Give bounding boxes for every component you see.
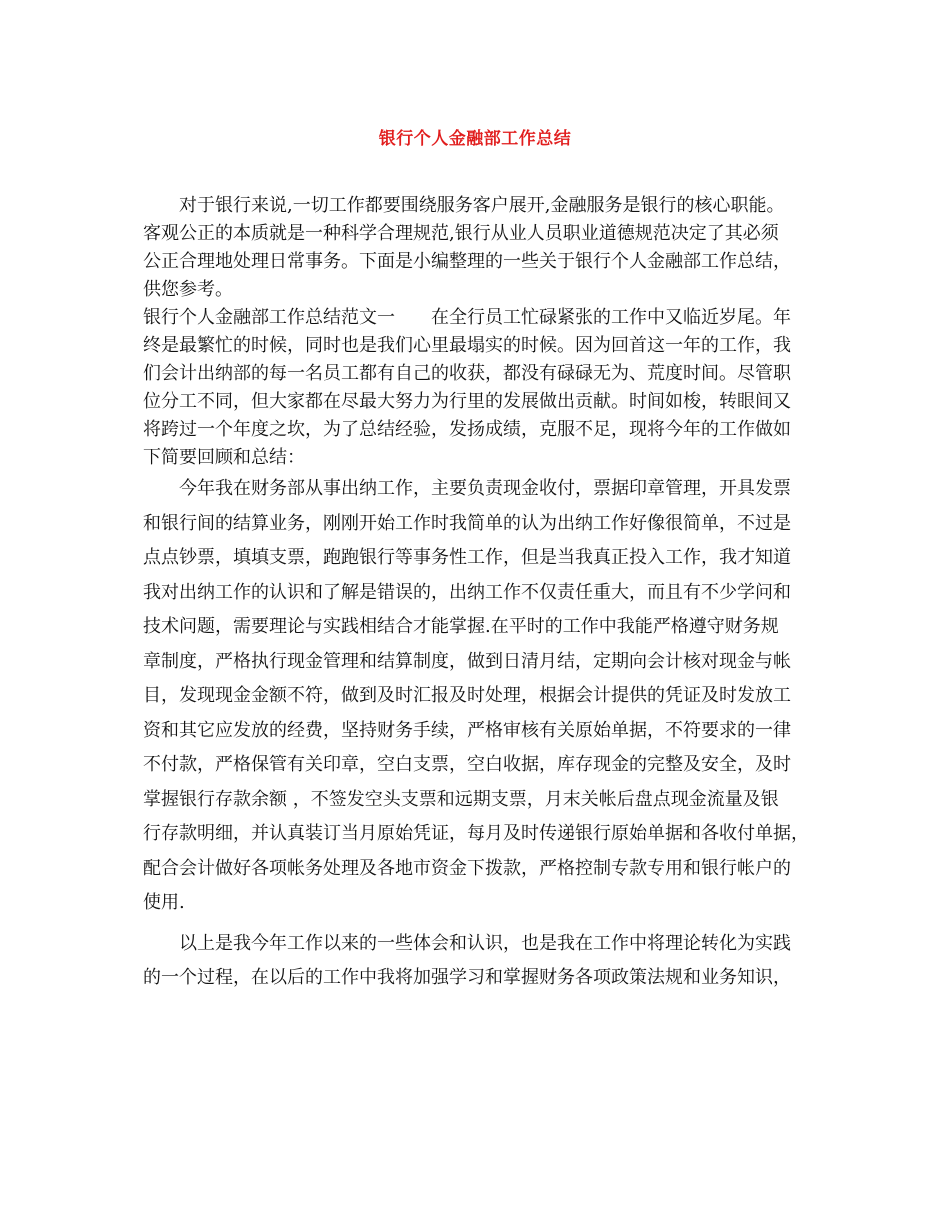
text-line: 掌握银行存款余额 ，不签发空头支票和远期支票，月末关帐后盘点现金流量及银 [143, 788, 779, 810]
document-title: 银行个人金融部工作总结 [378, 129, 572, 149]
text-line: 下简要回顾和总结： [143, 447, 305, 468]
text-line: 不付款，严格保管有关印章，空白支票，空白收据，库存现金的完整及安全，及时 [143, 754, 791, 775]
text-line: 和银行间的结算业务，刚刚开始工作时我简单的认为出纳工作好像很简单，不过是 [143, 512, 791, 534]
text-line: 今年我在财务部从事出纳工作，主要负责现金收付，票据印章管理，开具发票 [179, 478, 791, 499]
text-line: 以上是我今年工作以来的一些体会和认识，也是我在工作中将理论转化为实践 [179, 932, 791, 954]
text-line: 公正合理地处理日常事务。下面是小编整理的一些关于银行个人金融部工作总结， [143, 251, 791, 272]
text-line: 行存款明细，并认真装订当月原始凭证，每月及时传递银行原始单据和各收付单据， [143, 823, 809, 844]
text-line: 我对出纳工作的认识和了解是错误的，出纳工作不仅责任重大，而且有不少学问和 [143, 581, 791, 603]
text-line: 们会计出纳部的每一名员工都有自己的收获，都没有碌碌无为、荒度时间。尽管职 [143, 363, 791, 384]
text-line: 章制度，严格执行现金管理和结算制度，做到日清月结，定期向会计核对现金与帐 [143, 650, 791, 672]
text-line: 资和其它应发放的经费，坚持财务手续，严格审核有关原始单据，不符要求的一律 [143, 719, 791, 741]
text-line: 银行个人金融部工作总结范文一 在全行员工忙碌紧张的工作中又临近岁尾。年 [143, 307, 791, 328]
paragraph-section-one [143, 304, 813, 472]
text-line: 供您参考。 [143, 279, 233, 300]
text-line: 的一个过程，在以后的工作中我将加强学习和掌握财务各项政策法规和业务知识， [143, 967, 791, 988]
text-line: 目，发现现金金额不符，做到及时汇报及时处理，根据会计提供的凭证及时发放工 [143, 685, 791, 706]
text-line: 配合会计做好各项帐务处理及各地市资金下拨款，严格控制专款专用和银行帐户的 [143, 857, 791, 879]
paragraph-work-details [143, 472, 813, 921]
paragraph-reflection [143, 927, 813, 996]
text-line: 对于银行来说,一切工作都要围绕服务客户展开,金融服务是银行的核心职能。 [179, 195, 785, 216]
document-body [143, 192, 813, 996]
text-line: 位分工不同，但大家都在尽最大努力为行里的发展做出贡献。时间如梭，转眼间又 [143, 391, 791, 412]
paragraph-intro [143, 192, 813, 304]
text-line: 客观公正的本质就是一种科学合理规范,银行从业人员职业道德规范决定了其必须 [143, 223, 779, 244]
text-line: 使用. [143, 892, 185, 913]
text-line: 终是最繁忙的时候，同时也是我们心里最塌实的时候。因为回首这一年的工作，我 [143, 335, 791, 356]
text-line: 技术问题，需要理论与实践相结合才能掌握.在平时的工作中我能严格遵守财务规 [143, 616, 779, 637]
text-line: 将跨过一个年度之坎，为了总结经验，发扬成绩，克服不足，现将今年的工作做如 [143, 419, 791, 440]
text-line: 点点钞票，填填支票，跑跑银行等事务性工作，但是当我真正投入工作，我才知道 [143, 547, 791, 568]
